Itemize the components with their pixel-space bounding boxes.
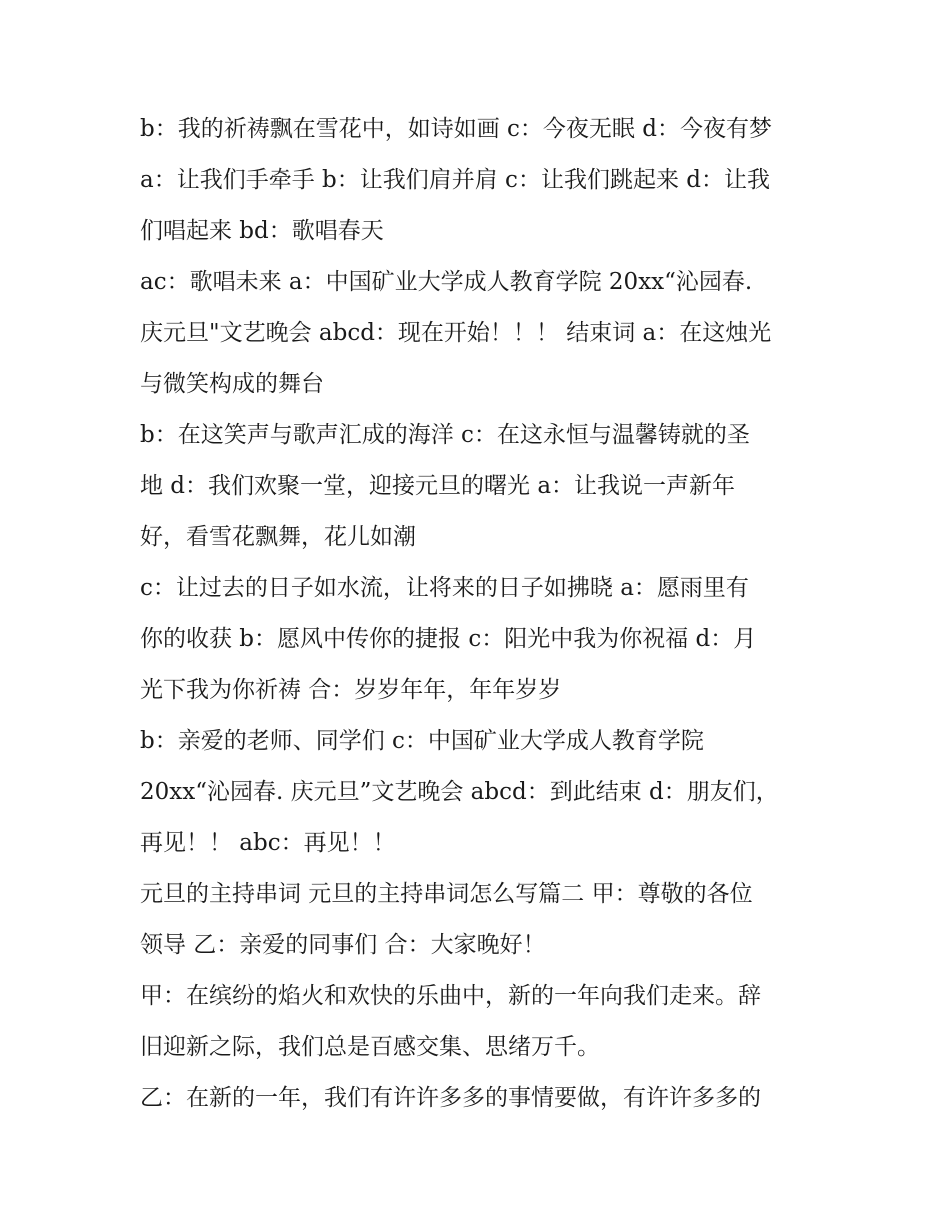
text-line: 你的收获 b：愿风中传你的捷报 c：阳光中我为你祝福 d：月 bbox=[140, 626, 757, 652]
text-line: 庆元旦"文艺晚会 abcd：现在开始！！！ 结束词 a：在这烛光 bbox=[140, 320, 772, 346]
text-line: 20xx“沁园春. 庆元旦”文艺晚会 abcd：到此结束 d：朋友们， bbox=[140, 779, 779, 805]
text-line: b：我的祈祷飘在雪花中，如诗如画 c：今夜无眠 d：今夜有梦 bbox=[140, 116, 772, 142]
text-line: b：在这笑声与歌声汇成的海洋 c：在这永恒与温馨铸就的圣 bbox=[140, 422, 750, 448]
text-line: ac：歌唱未来 a：中国矿业大学成人教育学院 20xx“沁园春. bbox=[140, 269, 753, 295]
text-line: 再见！！ abc：再见！！ bbox=[140, 830, 396, 856]
text-line: 甲：在缤纷的焰火和欢快的乐曲中，新的一年向我们走来。辞 bbox=[140, 983, 761, 1009]
text-line: 元旦的主持串词 元旦的主持串词怎么写篇二 甲：尊敬的各位 bbox=[140, 881, 753, 907]
text-line: 光下我为你祈祷 合：岁岁年年，年年岁岁 bbox=[140, 677, 562, 703]
text-line: 领导 乙：亲爱的同事们 合：大家晚好！ bbox=[140, 932, 546, 958]
text-line: 们唱起来 bd：歌唱春天 bbox=[140, 218, 384, 244]
text-line: b：亲爱的老师、同学们 c：中国矿业大学成人教育学院 bbox=[140, 728, 704, 754]
document-body bbox=[140, 104, 820, 1124]
text-line: 地 d：我们欢聚一堂，迎接元旦的曙光 a：让我说一声新年 bbox=[140, 473, 736, 499]
text-line: 好，看雪花飘舞，花儿如潮 bbox=[140, 524, 416, 550]
text-line: 与微笑构成的舞台 bbox=[140, 371, 324, 397]
text-line: a：让我们手牵手 b：让我们肩并肩 c：让我们跳起来 d：让我 bbox=[140, 167, 770, 193]
text-line: 乙：在新的一年，我们有许许多多的事情要做，有许许多多的 bbox=[140, 1085, 761, 1111]
text-line: 旧迎新之际，我们总是百感交集、思绪万千。 bbox=[140, 1034, 600, 1060]
text-line: c：让过去的日子如水流，让将来的日子如拂晓 a：愿雨里有 bbox=[140, 575, 749, 601]
